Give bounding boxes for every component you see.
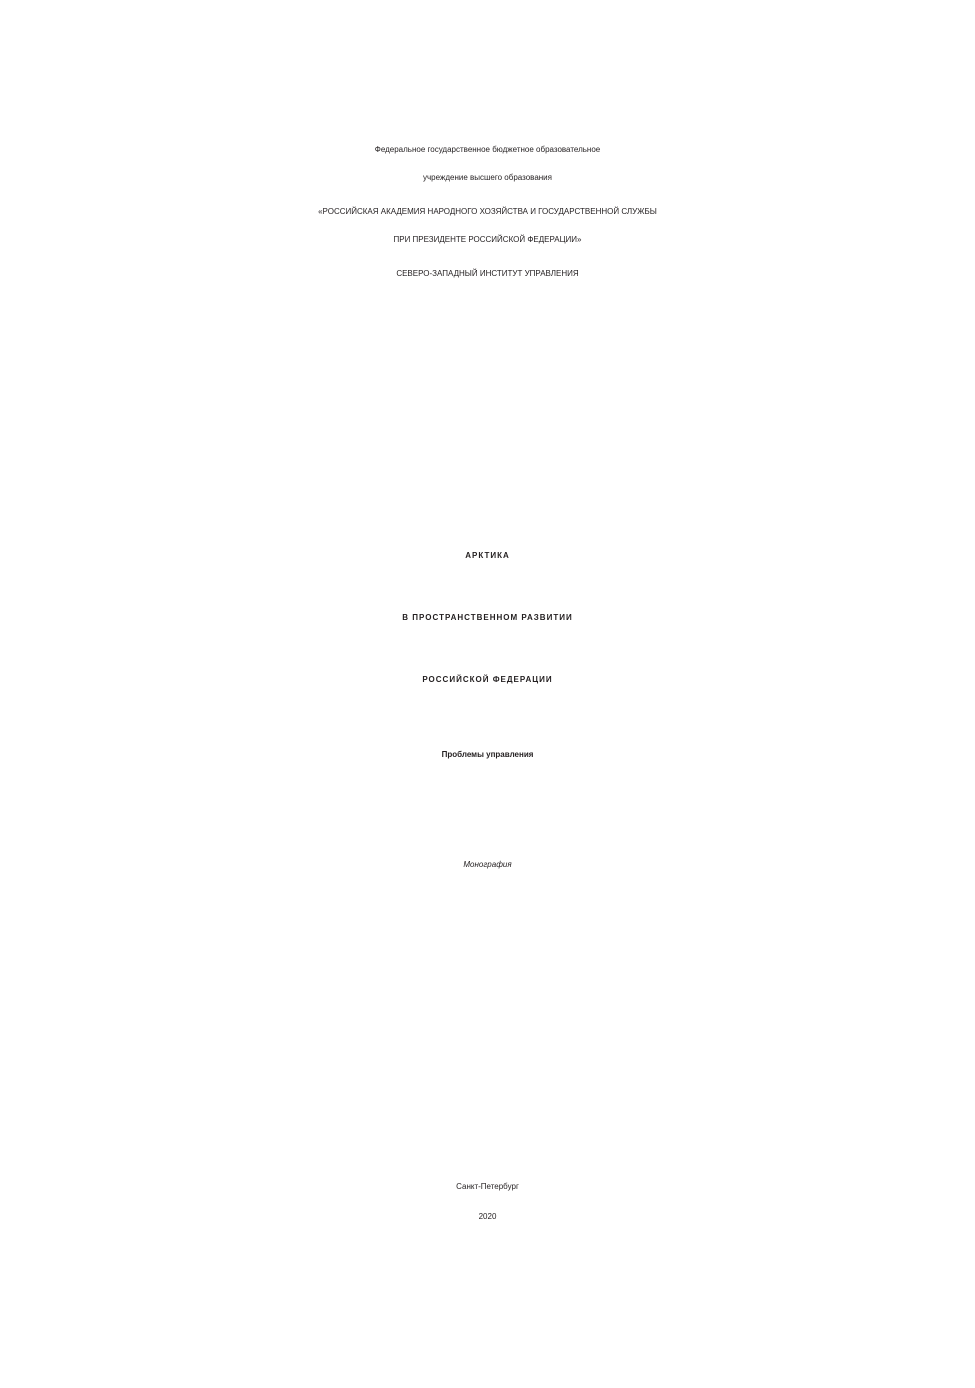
- institution-line-3: «РОССИЙСКАЯ АКАДЕМИЯ НАРОДНОГО ХОЗЯЙСТВА И ГОСУДАРСТВЕННОЙ СЛУЖБЫ: [318, 207, 657, 216]
- institution-line-1: Федеральное государственное бюджетное образовательное: [374, 145, 601, 154]
- book-title-line-1: АРКТИКА: [465, 551, 510, 560]
- book-title-line-2: В ПРОСТРАНСТВЕННОМ РАЗВИТИИ: [402, 613, 573, 622]
- institution-line-5: СЕВЕРО-ЗАПАДНЫЙ ИНСТИТУТ УПРАВЛЕНИЯ: [396, 269, 579, 278]
- imprint-city: Санкт-Петербург: [456, 1182, 519, 1191]
- publication-genre: Монография: [463, 860, 512, 869]
- imprint-year: 2020: [478, 1212, 497, 1221]
- institution-line-2: учреждение высшего образования: [423, 173, 552, 182]
- book-subtitle: Проблемы управления: [441, 750, 534, 759]
- book-title-line-3: РОССИЙСКОЙ ФЕДЕРАЦИИ: [422, 675, 553, 684]
- institution-line-4: ПРИ ПРЕЗИДЕНТЕ РОССИЙСКОЙ ФЕДЕРАЦИИ»: [393, 235, 582, 244]
